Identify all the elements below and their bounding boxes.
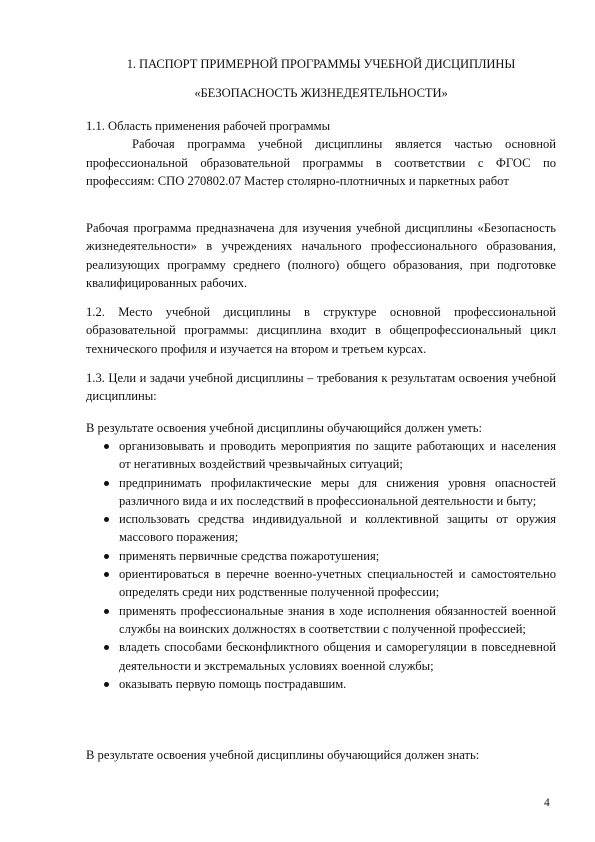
bullet-icon xyxy=(104,572,109,577)
knowledge-intro: В результате освоения учебной дисциплины обучающийся должен знать: xyxy=(86,748,480,762)
bullet-icon xyxy=(104,609,109,614)
list-item: оказывать первую помощь пострадавшим. xyxy=(86,675,556,693)
section-1-3: 1.3. Цели и задачи учебной дисциплины – требования к результатам освоения учебной дисциплины: xyxy=(86,371,556,404)
document-title-line-1: 1. ПАСПОРТ ПРИМЕРНОЙ ПРОГРАММЫ УЧЕБНОЙ ДИСЦИПЛИНЫ xyxy=(126,57,516,71)
list-item: применять профессиональные знания в ходе исполнения обязанностей военной службы на воинских должностях в соответствии с полученной профессией; xyxy=(86,602,556,639)
skills-intro: В результате освоения учебной дисциплины обучающийся должен уметь: xyxy=(86,421,482,435)
list-item: владеть способами бесконфликтного общения и саморегуляции в повседневной деятельности и экстремальных условиях военной службы; xyxy=(86,638,556,675)
section-1-1-heading: 1.1. Область применения рабочей программы xyxy=(86,119,331,133)
section-1-2: 1.2. Место учебной дисциплины в структуре основной профессиональной образовательной программы: дисциплина входит в общепрофессиональный цикл технического профиля и изучается на втором и третьем курсах. xyxy=(86,305,556,356)
list-item: организовывать и проводить мероприятия по защите работающих и населения от негативных воздействий чрезвычайных ситуаций; xyxy=(86,437,556,474)
skills-list xyxy=(86,437,556,693)
purpose-paragraph: Рабочая программа предназначена для изучения учебной дисциплины «Безопасность жизнедеятельности» в учреждениях начального профессионального образования, реализующих программу среднего (полного) общего образования, при подготовке квалифицированных рабочих. xyxy=(86,221,556,290)
bullet-icon xyxy=(104,682,109,687)
section-1-1-text: Рабочая программа учебной дисциплины является частью основной профессиональной образовательной программы в соответствии с ФГОС по профессиям: СПО 270802.07 Мастер столярно-плотничных и паркетных работ xyxy=(86,137,556,188)
list-item: применять первичные средства пожаротушения; xyxy=(86,547,556,565)
page-number: 4 xyxy=(544,797,550,809)
bullet-icon xyxy=(104,444,109,449)
section-1-1 xyxy=(86,117,556,190)
bullet-icon xyxy=(104,554,109,559)
bullet-icon xyxy=(104,481,109,486)
document-title-line-2: «БЕЗОПАСНОСТЬ ЖИЗНЕДЕЯТЕЛЬНОСТИ» xyxy=(194,86,448,100)
list-item: предпринимать профилактические меры для снижения уровня опасностей различного вида и их последствий в профессиональной деятельности и быту; xyxy=(86,474,556,511)
bullet-icon xyxy=(104,517,109,522)
list-item: ориентироваться в перечне военно-учетных специальностей и самостоятельно определять среди них родственные полученной профессии; xyxy=(86,565,556,602)
list-item: использовать средства индивидуальной и коллективной защиты от оружия массового поражения; xyxy=(86,510,556,547)
bullet-icon xyxy=(104,645,109,650)
